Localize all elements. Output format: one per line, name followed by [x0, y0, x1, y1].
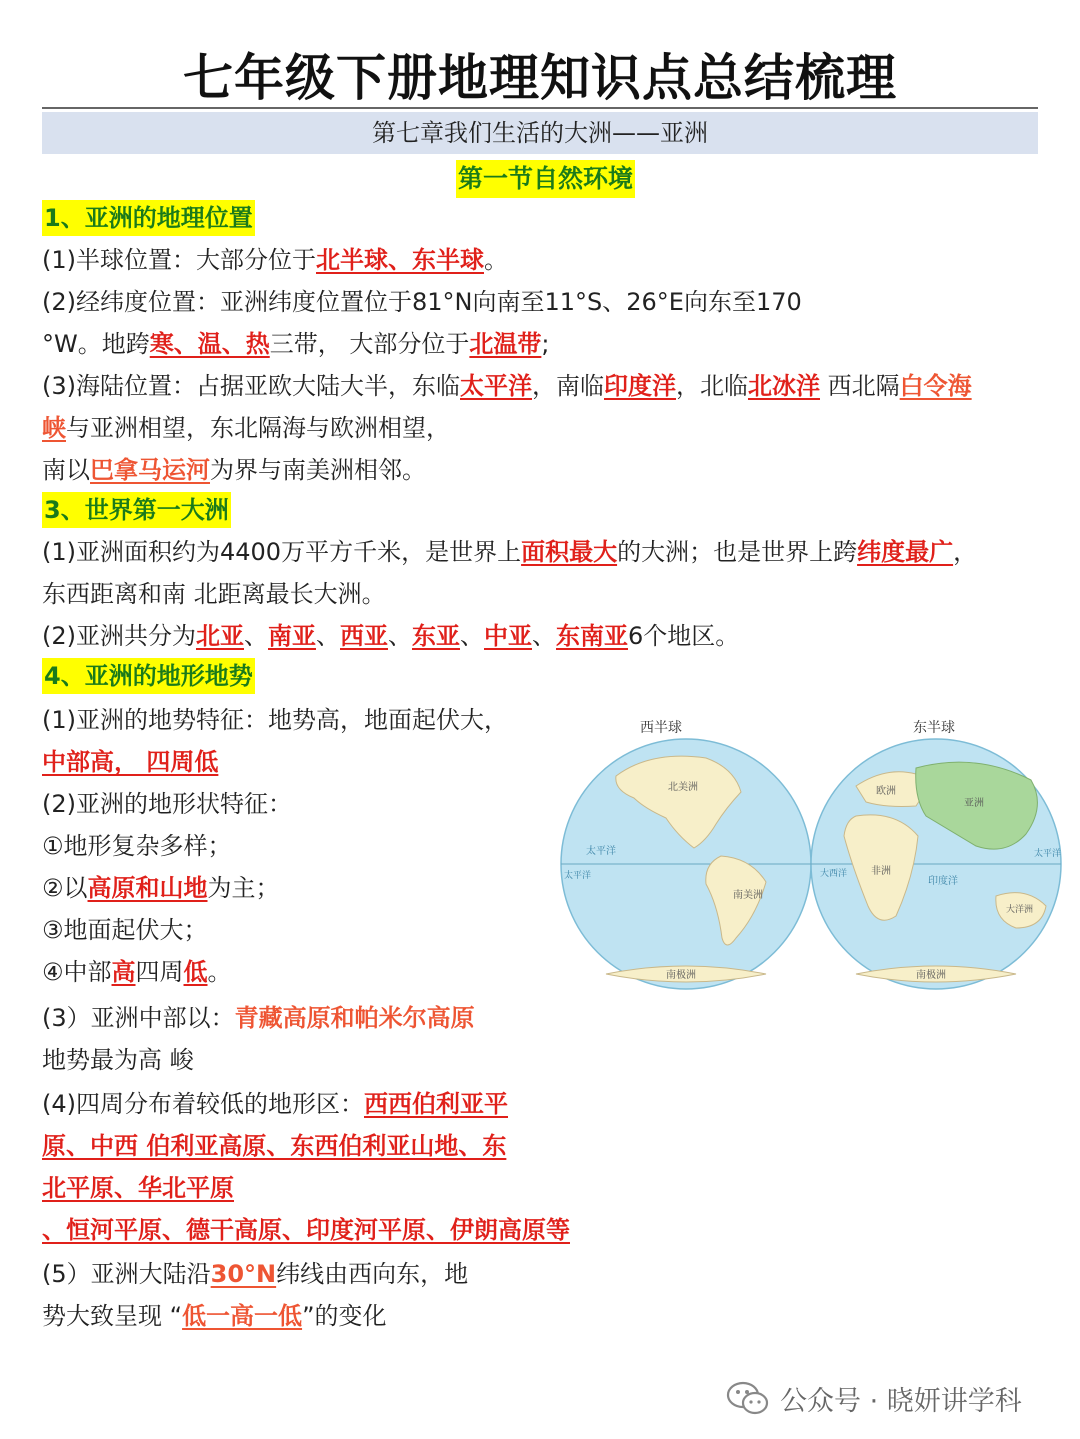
- text-30n-2: 势大致呈现 “低一高一低”的变化: [42, 1302, 387, 1330]
- label-antarctica-west: 南极洲: [666, 970, 696, 981]
- label-indian-ocean: 印度洋: [928, 876, 958, 887]
- text-lowlands-4: 、恒河平原、德干高原、印度河平原、伊朗高原等: [42, 1216, 570, 1244]
- text-shape-4: ④中部高四周低。: [42, 958, 232, 986]
- label-atlantic: 大西洋: [820, 869, 848, 879]
- label-south-america: 南美洲: [733, 890, 763, 901]
- label-oceania: 大洋洲: [1006, 905, 1034, 915]
- text-terrain-highlight: 中部高， 四周低: [42, 748, 219, 776]
- chapter-banner: 第七章我们生活的大洲——亚洲: [42, 112, 1038, 154]
- text-shape-feature: (2)亚洲的地形状特征：: [42, 790, 292, 818]
- text-shape-1: ①地形复杂多样；: [42, 832, 232, 860]
- text-lowlands-3: 北平原、华北平原: [42, 1174, 234, 1202]
- text-30n-1: (5）亚洲大陆沿30°N纬线由西向东，地: [42, 1260, 469, 1288]
- text-climate-zones: °W。地跨寒、温、热三带， 大部分位于北温带;: [42, 330, 550, 358]
- text-lat-long: (2)经纬度位置：亚洲纬度位置位于81°N向南至11°S、26°E向东至170: [42, 288, 802, 316]
- watermark: [726, 1376, 1056, 1420]
- label-pacific: 太平洋: [586, 846, 616, 857]
- label-africa: 非洲: [871, 866, 891, 877]
- text-shape-3: ③地面起伏大；: [42, 916, 208, 944]
- text-hemisphere: (1)半球位置：大部分位于北半球、东半球。: [42, 246, 508, 274]
- east-hemisphere-title: 东半球: [913, 720, 955, 736]
- text-lowlands-2: 原、中西 伯利亚高原、东西伯利亚山地、东: [42, 1132, 507, 1160]
- text-regions: (2)亚洲共分为北亚、南亚、西亚、东亚、中亚、东南亚6个地区。: [42, 622, 740, 650]
- text-land-sea-3: 南以巴拿马运河为界与南美洲相邻。: [42, 456, 426, 484]
- label-pacific-east: 太平洋: [1034, 849, 1062, 859]
- label-north-america: 北美洲: [668, 782, 698, 793]
- page-title: 七年级下册地理知识点总结梳理: [183, 49, 897, 107]
- text-distance: 东西距离和南 北距离最长大洲。: [42, 580, 386, 608]
- title-divider: [42, 107, 1038, 109]
- heading-largest-continent: 3、世界第一大洲: [42, 492, 231, 528]
- wechat-icon: [726, 1378, 770, 1418]
- section-title: 第一节自然环境: [456, 160, 635, 198]
- label-asia: 亚洲: [964, 798, 984, 809]
- label-europe: 欧洲: [876, 786, 896, 797]
- text-highest: 地势最为高 峻: [42, 1046, 194, 1074]
- hemisphere-map: [556, 706, 1068, 996]
- heading-terrain: 4、亚洲的地形地势: [42, 658, 255, 694]
- text-terrain-feature: (1)亚洲的地势特征：地势高，地面起伏大，: [42, 706, 508, 734]
- text-land-sea-2: 峡与亚洲相望，东北隔海与欧洲相望，: [42, 414, 450, 442]
- label-pacific-west: 太平洋: [564, 871, 592, 881]
- label-antarctica-east: 南极洲: [916, 970, 946, 981]
- text-land-sea-1: (3)海陆位置：占据亚欧大陆大半，东临太平洋，南临印度洋，北临北冰洋 西北隔白令海: [42, 372, 972, 400]
- text-area: (1)亚洲面积约为4400万平方千米，是世界上面积最大的大洲；也是世界上跨纬度最广，: [42, 538, 978, 566]
- heading-location: 1、亚洲的地理位置: [42, 200, 255, 236]
- text-shape-2: ②以高原和山地为主；: [42, 874, 280, 902]
- text-central-plateau: (3）亚洲中部以：青藏高原和帕米尔高原: [42, 1004, 475, 1032]
- text-lowlands-1: (4)四周分布着较低的地形区：西西伯利亚平: [42, 1090, 508, 1118]
- west-hemisphere-title: 西半球: [640, 720, 682, 736]
- watermark-text: 公众号 · 晓妍讲学科: [780, 1385, 1022, 1417]
